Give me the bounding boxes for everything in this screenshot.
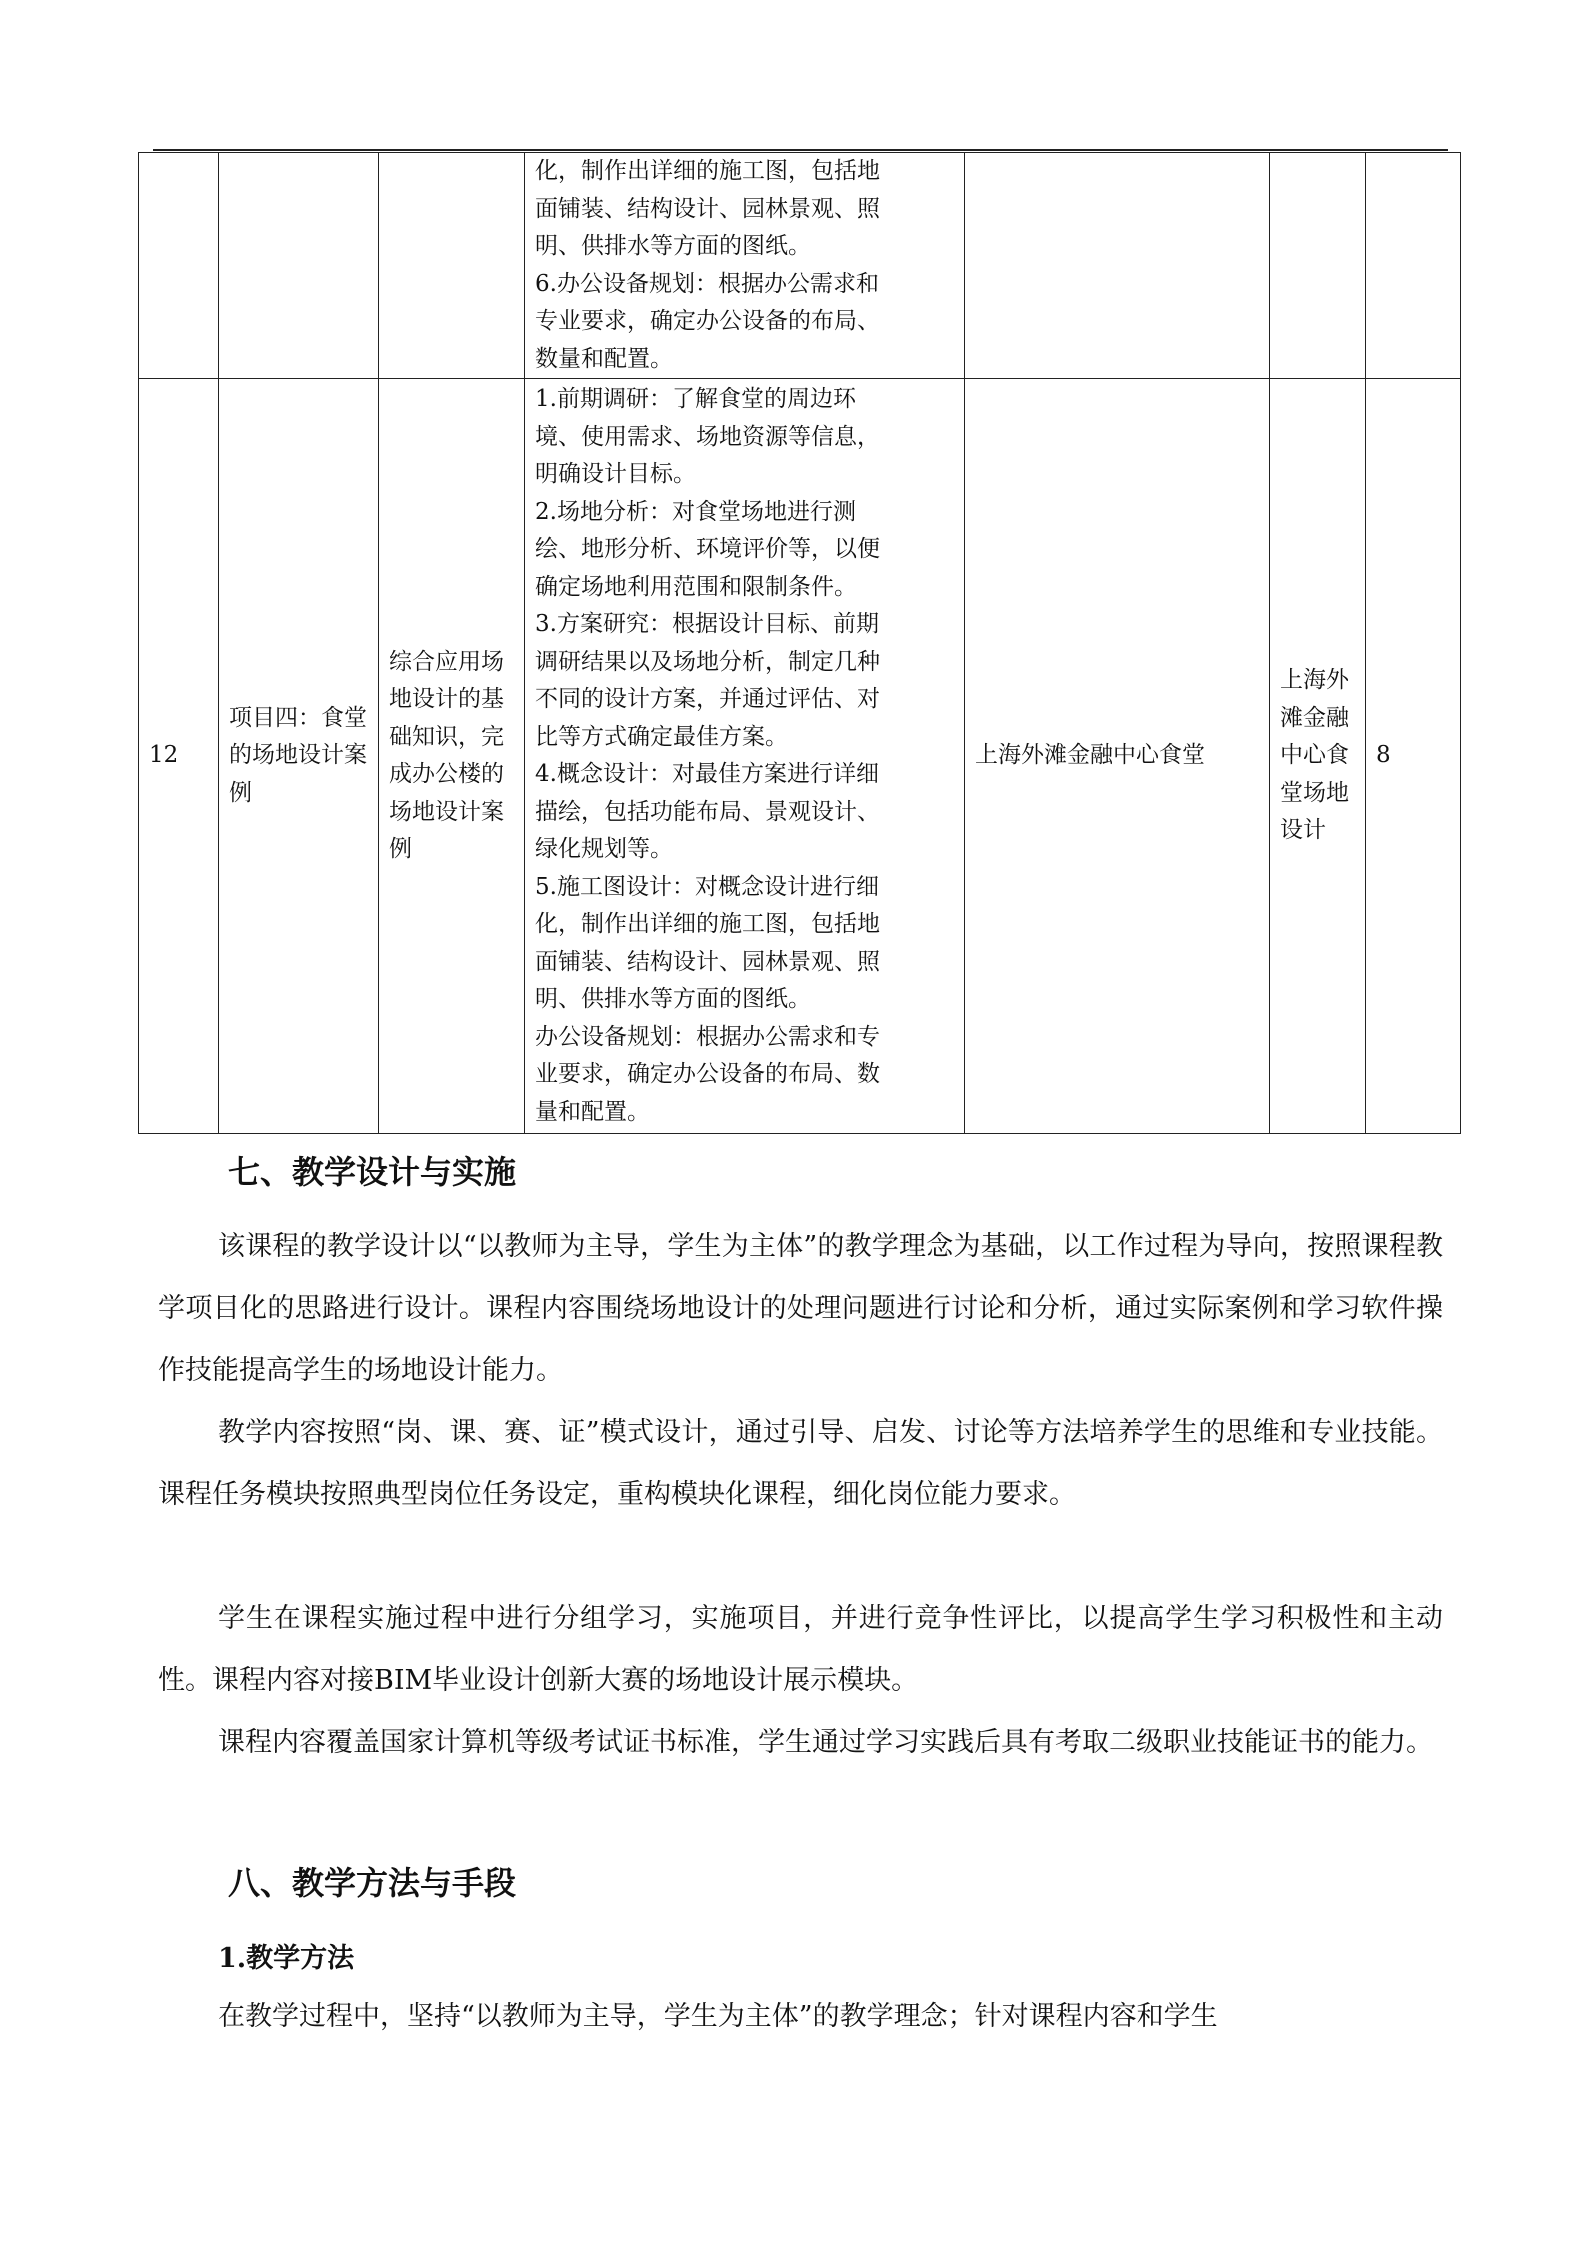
content-line: 明、供排水等方面的图纸。 <box>535 986 811 1012</box>
task-cell <box>1270 153 1366 379</box>
case-cell: 上海外滩金融中心食堂 <box>965 379 1270 1134</box>
content-line: 面铺装、结构设计、园林景观、照 <box>535 948 880 975</box>
content-line: 化，制作出详细的施工图，包括地 <box>535 911 880 937</box>
content-line: 办公设备规划：根据办公需求和专 <box>535 1023 880 1050</box>
content-line: 业要求，确定办公设备的布局、数 <box>535 1061 880 1087</box>
section-8-paragraph: 在教学过程中，坚持“以教师为主导，学生为主体”的教学理念；针对课程内容和学生 <box>218 2001 1218 2032</box>
content-line: 调研结果以及场地分析，制定几种 <box>535 648 880 675</box>
content-line: 面铺装、结构设计、园林景观、照 <box>535 195 880 222</box>
task-cell: 上海外滩金融中心食堂场地设计 <box>1270 379 1366 1134</box>
content-line: 1.前期调研：了解食堂的周边环 <box>535 386 856 412</box>
hours-cell <box>1366 153 1461 379</box>
content-line: 确定场地利用范围和限制条件。 <box>535 573 857 600</box>
content-line: 6.办公设备规划：根据办公需求和 <box>535 270 879 297</box>
project-cell <box>219 153 379 379</box>
content-line: 数量和配置。 <box>535 345 673 372</box>
goal-cell: 综合应用场地设计的基础知识，完成办公楼的场地设计案例 <box>379 379 525 1134</box>
section-7-title: 七、教学设计与实施 <box>228 1153 517 1191</box>
goal-cell <box>379 153 525 379</box>
project-cell: 项目四：食堂的场地设计案例 <box>219 379 379 1134</box>
content-line: 明、供排水等方面的图纸。 <box>535 233 811 259</box>
content-line: 描绘，包括功能布局、景观设计、 <box>535 798 880 825</box>
row-number-cell <box>139 153 219 379</box>
content-line: 比等方式确定最佳方案。 <box>535 723 788 750</box>
content-line: 量和配置。 <box>535 1098 650 1125</box>
section-7-paragraph: 课程内容覆盖国家计算机等级考试证书标准，学生通过学习实践后具有考取二级职业技能证书的能力。 <box>218 1727 1433 1758</box>
content-line: 5.施工图设计：对概念设计进行细 <box>535 873 879 900</box>
content-line: 专业要求，确定办公设备的布局、 <box>535 308 880 334</box>
content-line: 4.概念设计：对最佳方案进行详细 <box>535 761 879 787</box>
content-cell <box>525 379 965 1134</box>
content-line: 绿化规划等。 <box>535 836 673 862</box>
content-line: 3.方案研究：根据设计目标、前期 <box>535 611 879 637</box>
content-line: 绘、地形分析、环境评价等，以便 <box>535 536 880 562</box>
content-line: 不同的设计方案，并通过评估、对 <box>535 686 880 712</box>
content-line: 境、使用需求、场地资源等信息， <box>535 423 880 450</box>
table-row <box>139 153 1461 379</box>
header-rule <box>153 149 1448 151</box>
content-line: 2.场地分析：对食堂场地进行测 <box>535 498 856 525</box>
section-7-paragraph: 该课程的教学设计以“以教师为主导，学生为主体”的教学理念为基础，以工作过程为导向，按照课程教学项目化的思路进行设计。课程内容围绕场地设计的处理问题进行讨论和分析，通过实际案例和学习软件操作技能提高学生的场地设计能力。 <box>158 1231 1443 1386</box>
content-cell <box>525 153 965 379</box>
table-row <box>139 379 1461 1134</box>
content-line: 化，制作出详细的施工图，包括地 <box>535 158 880 184</box>
course-content-table <box>138 152 1461 1134</box>
section-7-paragraph: 学生在课程实施过程中进行分组学习，实施项目，并进行竞争性评比，以提高学生学习积极性和主动性。课程内容对接BIM毕业设计创新大赛的场地设计展示模块。 <box>158 1603 1443 1696</box>
content-line: 明确设计目标。 <box>535 461 696 487</box>
section-8-title: 八、教学方法与手段 <box>228 1864 517 1902</box>
row-number-cell: 12 <box>139 379 219 1134</box>
subsection-title: 1.教学方法 <box>218 1943 355 1974</box>
section-7-paragraph: 教学内容按照“岗、课、赛、证”模式设计，通过引导、启发、讨论等方法培养学生的思维和专业技能。课程任务模块按照典型岗位任务设定，重构模块化课程，细化岗位能力要求。 <box>158 1417 1443 1510</box>
case-cell <box>965 153 1270 379</box>
hours-cell: 8 <box>1366 379 1461 1134</box>
